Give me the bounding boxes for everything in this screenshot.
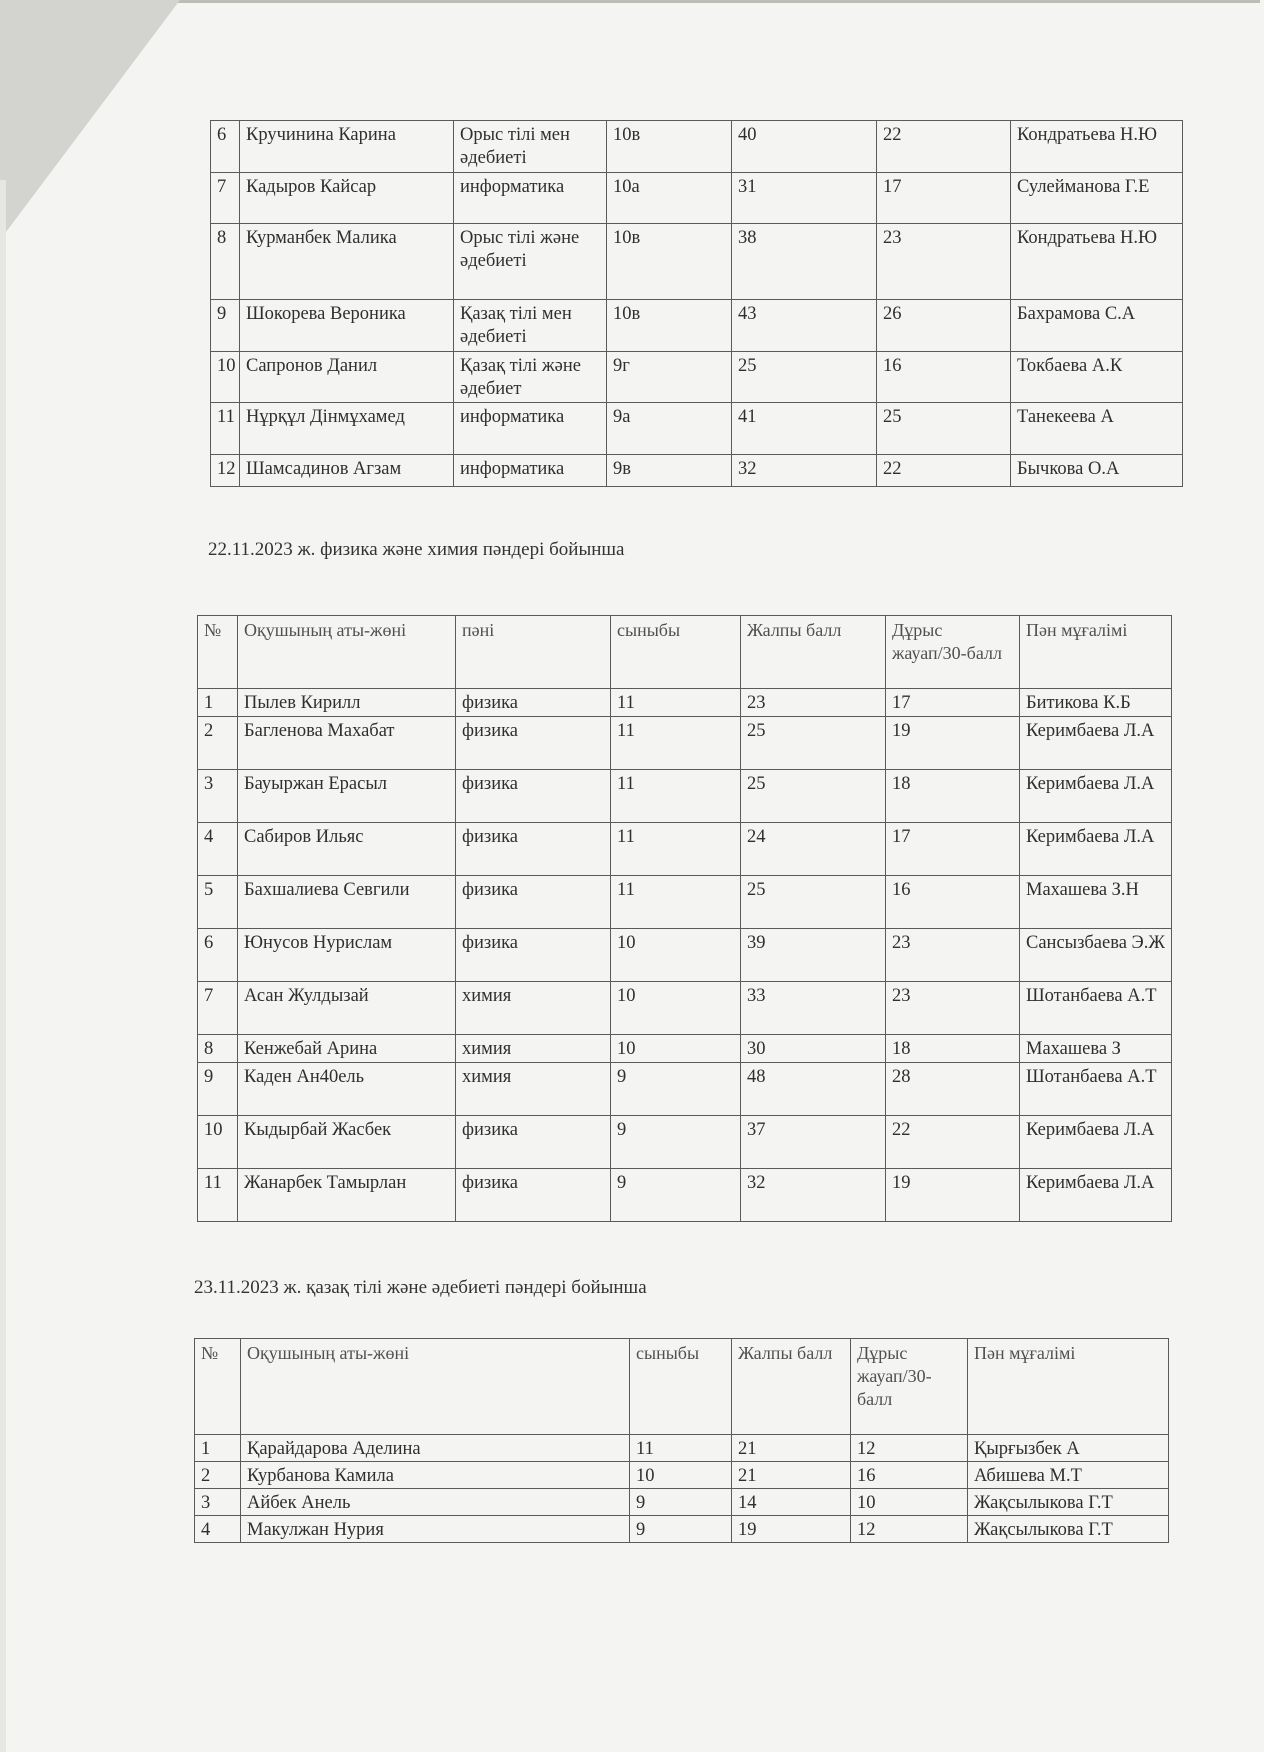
folded-corner — [0, 0, 180, 240]
student-name: Багленова Махабат — [238, 717, 456, 770]
row-number: 8 — [211, 224, 240, 300]
subject: физика — [456, 717, 611, 770]
grade: 9 — [630, 1516, 732, 1543]
row-number: 2 — [198, 717, 238, 770]
correct-score: 18 — [886, 1035, 1020, 1063]
student-name: Асан Жулдызай — [238, 982, 456, 1035]
grade: 10в — [607, 121, 732, 173]
section-caption-physics-chemistry: 22.11.2023 ж. физика және химия пәндері бойынша — [208, 539, 625, 560]
grade: 9г — [607, 352, 732, 403]
teacher: Керимбаева Л.А — [1020, 1116, 1172, 1169]
subject: Орыс тілі мен әдебиеті — [454, 121, 607, 173]
teacher: Бахрамова С.А — [1011, 300, 1183, 352]
teacher: Сансызбаева Э.Ж — [1020, 929, 1172, 982]
grade: 10 — [611, 982, 741, 1035]
total-score: 25 — [741, 717, 886, 770]
table-row — [198, 717, 1172, 770]
table-row — [198, 689, 1172, 717]
student-name: Юнусов Нурислам — [238, 929, 456, 982]
subject: физика — [456, 823, 611, 876]
student-name: Сапронов Данил — [240, 352, 454, 403]
total-score: 19 — [732, 1516, 851, 1543]
correct-score: 18 — [886, 770, 1020, 823]
table-row — [198, 823, 1172, 876]
total-score: 43 — [732, 300, 877, 352]
row-number: 6 — [198, 929, 238, 982]
correct-score: 16 — [877, 352, 1011, 403]
subject: химия — [456, 1063, 611, 1116]
table-row — [211, 173, 1183, 224]
header-total: Жалпы балл — [741, 616, 886, 689]
total-score: 40 — [732, 121, 877, 173]
grade: 9 — [630, 1489, 732, 1516]
total-score: 25 — [732, 352, 877, 403]
subject: химия — [456, 982, 611, 1035]
table-row — [198, 1035, 1172, 1063]
physics-chemistry-table — [197, 615, 1172, 1222]
total-score: 38 — [732, 224, 877, 300]
student-name: Шокорева Вероника — [240, 300, 454, 352]
row-number: 4 — [198, 823, 238, 876]
total-score: 41 — [732, 403, 877, 455]
row-number: 1 — [198, 689, 238, 717]
total-score: 25 — [741, 876, 886, 929]
row-number: 5 — [198, 876, 238, 929]
correct-score: 22 — [886, 1116, 1020, 1169]
table-row — [198, 1116, 1172, 1169]
teacher: Битикова К.Б — [1020, 689, 1172, 717]
correct-score: 22 — [877, 455, 1011, 487]
student-name: Кручинина Карина — [240, 121, 454, 173]
student-name: Каден Ан40ель — [238, 1063, 456, 1116]
teacher: Кондратьева Н.Ю — [1011, 224, 1183, 300]
row-number: 8 — [198, 1035, 238, 1063]
correct-score: 26 — [877, 300, 1011, 352]
table-row — [195, 1489, 1169, 1516]
header-correct: Дұрыс жауап/30-балл — [886, 616, 1020, 689]
header-teacher: Пән мұғалімі — [968, 1339, 1169, 1435]
header-teacher: Пән мұғалімі — [1020, 616, 1172, 689]
student-name: Кенжебай Арина — [238, 1035, 456, 1063]
table-row — [198, 982, 1172, 1035]
total-score: 37 — [741, 1116, 886, 1169]
correct-score: 22 — [877, 121, 1011, 173]
row-number: 7 — [211, 173, 240, 224]
total-score: 23 — [741, 689, 886, 717]
row-number: 11 — [198, 1169, 238, 1222]
scan-top-edge — [150, 0, 1260, 3]
correct-score: 23 — [886, 929, 1020, 982]
subject: физика — [456, 876, 611, 929]
subject: Қазақ тілі және әдебиет — [454, 352, 607, 403]
total-score: 21 — [732, 1462, 851, 1489]
subject: физика — [456, 1169, 611, 1222]
teacher: Токбаева А.К — [1011, 352, 1183, 403]
grade: 10 — [611, 1035, 741, 1063]
total-score: 25 — [741, 770, 886, 823]
subject: информатика — [454, 455, 607, 487]
grade: 10а — [607, 173, 732, 224]
grade: 9 — [611, 1169, 741, 1222]
header-grade: сыныбы — [611, 616, 741, 689]
row-number: 10 — [198, 1116, 238, 1169]
total-score: 48 — [741, 1063, 886, 1116]
row-number: 11 — [211, 403, 240, 455]
subject: физика — [456, 689, 611, 717]
student-name: Кыдырбай Жасбек — [238, 1116, 456, 1169]
teacher: Шотанбаева А.Т — [1020, 1063, 1172, 1116]
total-score: 31 — [732, 173, 877, 224]
student-name: Макулжан Нурия — [241, 1516, 630, 1543]
table-row — [198, 770, 1172, 823]
teacher: Жақсылыкова Г.Т — [968, 1489, 1169, 1516]
row-number: 3 — [195, 1489, 241, 1516]
total-score: 14 — [732, 1489, 851, 1516]
header-name: Оқушының аты-жөні — [238, 616, 456, 689]
grade: 10в — [607, 300, 732, 352]
table-row — [211, 121, 1183, 173]
teacher: Сулейманова Г.Е — [1011, 173, 1183, 224]
grade: 11 — [611, 717, 741, 770]
correct-score: 25 — [877, 403, 1011, 455]
correct-score: 23 — [886, 982, 1020, 1035]
student-name: Курбанова Камила — [241, 1462, 630, 1489]
subject: Орыс тілі және әдебиеті — [454, 224, 607, 300]
row-number: 6 — [211, 121, 240, 173]
subject: химия — [456, 1035, 611, 1063]
header-name: Оқушының аты-жөні — [241, 1339, 630, 1435]
scan-left-edge — [0, 180, 6, 1752]
teacher: Абишева М.Т — [968, 1462, 1169, 1489]
header-number: № — [195, 1339, 241, 1435]
table-header-row — [198, 616, 1172, 689]
teacher: Кондратьева Н.Ю — [1011, 121, 1183, 173]
correct-score: 16 — [851, 1462, 968, 1489]
results-table-continued — [210, 120, 1183, 487]
grade: 11 — [611, 876, 741, 929]
correct-score: 17 — [886, 823, 1020, 876]
teacher: Бычкова О.А — [1011, 455, 1183, 487]
teacher: Махашева З.Н — [1020, 876, 1172, 929]
teacher: Керимбаева Л.А — [1020, 823, 1172, 876]
total-score: 21 — [732, 1435, 851, 1462]
correct-score: 19 — [886, 717, 1020, 770]
grade: 11 — [611, 689, 741, 717]
table-row — [211, 300, 1183, 352]
row-number: 7 — [198, 982, 238, 1035]
total-score: 24 — [741, 823, 886, 876]
teacher: Керимбаева Л.А — [1020, 1169, 1172, 1222]
table-row — [195, 1516, 1169, 1543]
row-number: 10 — [211, 352, 240, 403]
subject: физика — [456, 929, 611, 982]
subject: физика — [456, 770, 611, 823]
row-number: 4 — [195, 1516, 241, 1543]
header-number: № — [198, 616, 238, 689]
table-row — [198, 1169, 1172, 1222]
grade: 11 — [630, 1435, 732, 1462]
grade: 11 — [611, 823, 741, 876]
grade: 10в — [607, 224, 732, 300]
table-row — [211, 403, 1183, 455]
correct-score: 10 — [851, 1489, 968, 1516]
subject: информатика — [454, 173, 607, 224]
header-grade: сыныбы — [630, 1339, 732, 1435]
student-name: Кадыров Кайсар — [240, 173, 454, 224]
grade: 9а — [607, 403, 732, 455]
row-number: 9 — [198, 1063, 238, 1116]
teacher: Жақсылыкова Г.Т — [968, 1516, 1169, 1543]
kazakh-language-table — [194, 1338, 1169, 1543]
correct-score: 16 — [886, 876, 1020, 929]
correct-score: 12 — [851, 1516, 968, 1543]
row-number: 1 — [195, 1435, 241, 1462]
row-number: 3 — [198, 770, 238, 823]
total-score: 32 — [732, 455, 877, 487]
table-row — [211, 455, 1183, 487]
header-subject: пәні — [456, 616, 611, 689]
grade: 11 — [611, 770, 741, 823]
student-name: Нұрқұл Дінмұхамед — [240, 403, 454, 455]
student-name: Пылев Кирилл — [238, 689, 456, 717]
section-caption-kazakh: 23.11.2023 ж. қазақ тілі және әдебиеті пәндері бойынша — [194, 1277, 647, 1298]
subject: информатика — [454, 403, 607, 455]
row-number: 2 — [195, 1462, 241, 1489]
teacher: Танекеева А — [1011, 403, 1183, 455]
total-score: 32 — [741, 1169, 886, 1222]
student-name: Бахшалиева Севгили — [238, 876, 456, 929]
correct-score: 19 — [886, 1169, 1020, 1222]
teacher: Қырғызбек А — [968, 1435, 1169, 1462]
teacher: Керимбаева Л.А — [1020, 717, 1172, 770]
teacher: Махашева З — [1020, 1035, 1172, 1063]
table-row — [198, 1063, 1172, 1116]
correct-score: 17 — [886, 689, 1020, 717]
header-total: Жалпы балл — [732, 1339, 851, 1435]
total-score: 30 — [741, 1035, 886, 1063]
table-row — [195, 1462, 1169, 1489]
correct-score: 28 — [886, 1063, 1020, 1116]
student-name: Бауыржан Ерасыл — [238, 770, 456, 823]
table-row — [211, 352, 1183, 403]
total-score: 33 — [741, 982, 886, 1035]
total-score: 39 — [741, 929, 886, 982]
subject: Қазақ тілі мен әдебиеті — [454, 300, 607, 352]
student-name: Шамсадинов Агзам — [240, 455, 454, 487]
student-name: Айбек Анель — [241, 1489, 630, 1516]
teacher: Шотанбаева А.Т — [1020, 982, 1172, 1035]
subject: физика — [456, 1116, 611, 1169]
student-name: Жанарбек Тамырлан — [238, 1169, 456, 1222]
table-row — [211, 224, 1183, 300]
grade: 10 — [630, 1462, 732, 1489]
correct-score: 23 — [877, 224, 1011, 300]
row-number: 9 — [211, 300, 240, 352]
row-number: 12 — [211, 455, 240, 487]
grade: 9 — [611, 1063, 741, 1116]
student-name: Сабиров Ильяс — [238, 823, 456, 876]
grade: 9в — [607, 455, 732, 487]
header-correct: Дұрыс жауап/30-балл — [851, 1339, 968, 1435]
student-name: Қарайдарова Аделина — [241, 1435, 630, 1462]
table-header-row — [195, 1339, 1169, 1435]
table-row — [198, 929, 1172, 982]
correct-score: 12 — [851, 1435, 968, 1462]
table-row — [195, 1435, 1169, 1462]
student-name: Курманбек Малика — [240, 224, 454, 300]
teacher: Керимбаева Л.А — [1020, 770, 1172, 823]
grade: 10 — [611, 929, 741, 982]
correct-score: 17 — [877, 173, 1011, 224]
grade: 9 — [611, 1116, 741, 1169]
table-row — [198, 876, 1172, 929]
